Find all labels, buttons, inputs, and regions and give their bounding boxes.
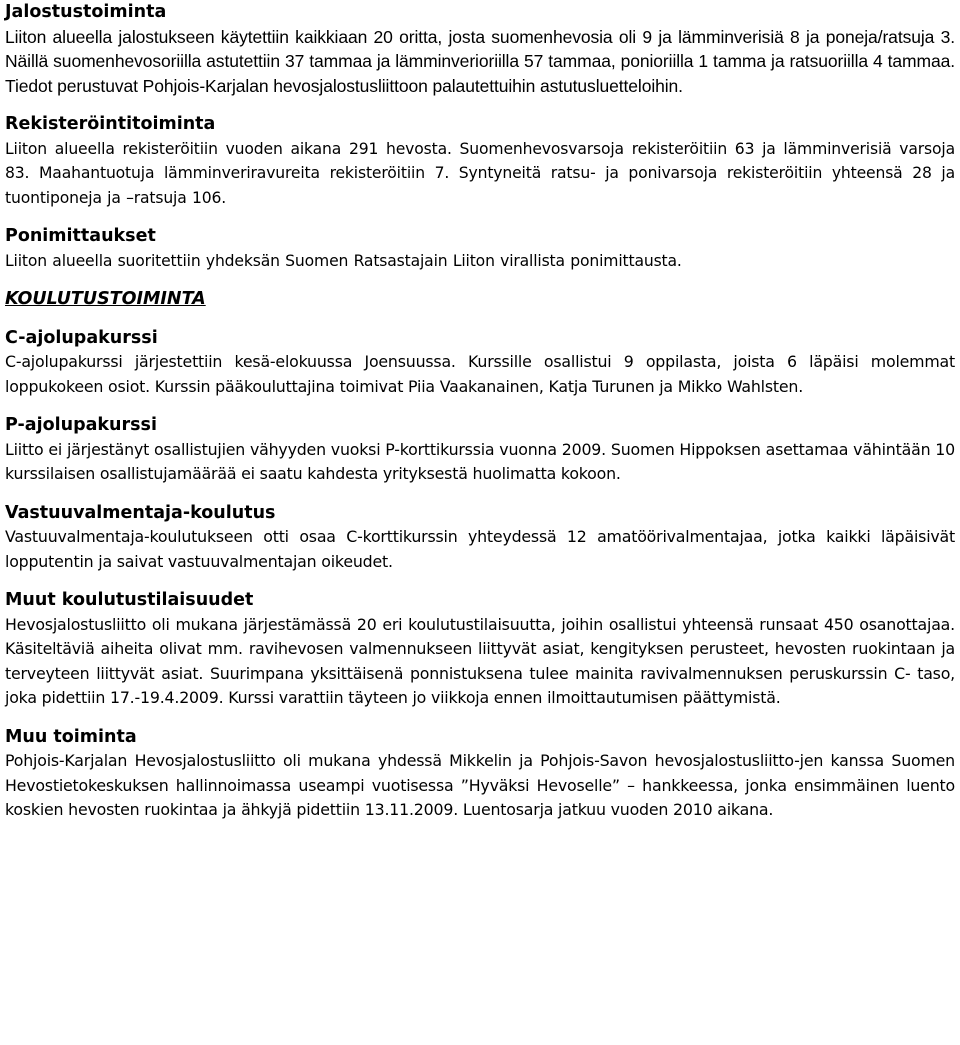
section-jalostustoiminta <box>5 0 955 98</box>
section-paragraph: Pohjois-Karjalan Hevosjalostusliitto oli mukana yhdessä Mikkelin ja Pohjois-Savon hevosjalostusliitto-jen kanssa Suomen Hevostietokeskuksen hallinnoimassa useampi vuotisessa ”Hyväksi Hevoselle” – hankkeessa, jonka ensimmäinen luento koskien hevosten ruokintaa ja ähkyjä pidettiin 13.11.2009. Luentosarja jatkuu vuoden 2010 aikana. <box>5 751 955 819</box>
section-vastuuvalmentaja-koulutus <box>5 501 955 575</box>
section-paragraph: Liiton alueella suoritettiin yhdeksän Suomen Ratsastajain Liiton virallista ponimittausta. <box>5 251 682 270</box>
section-paragraph: Liiton alueella jalostukseen käytettiin kaikkiaan 20 oritta, josta suomenhevosia oli 9 ja lämminverisiä 8 ja poneja/ratsuja 3. Näillä suomenhevosoriilla astutettiin 37 tammaa ja lämminverioriilla 57 tammaa, ponioriilla 1 tamma ja ratsuoriilla 4 tammaa. Tiedot perustuvat Pohjois-Karjalan hevosjalostusliittoon palautettuihin astutusluetteloihin. <box>5 26 955 96</box>
document-page <box>5 0 955 823</box>
section-heading: P-ajolupakurssi <box>5 415 157 435</box>
section-koulutustoiminta <box>5 287 955 312</box>
section-ponimittaukset <box>5 224 955 273</box>
chapter-heading: KOULUTUSTOIMINTA <box>5 289 206 309</box>
section-p-ajolupakurssi <box>5 413 955 487</box>
section-paragraph: C-ajolupakurssi järjestettiin kesä-elokuussa Joensuussa. Kurssille osallistui 9 oppilasta, joista 6 läpäisi molemmat loppukokeen osiot. Kurssin pääkouluttajina toimivat Piia Vaakanainen, Katja Turunen ja Mikko Wahlsten. <box>5 352 955 396</box>
section-heading: Rekisteröintitoiminta <box>5 114 216 134</box>
section-paragraph: Liiton alueella rekisteröitiin vuoden aikana 291 hevosta. Suomenhevosvarsoja rekisteröitiin 63 ja lämminverisiä varsoja 83. Maahantuotuja lämminveriravureita rekisteröitiin 7. Syntyneitä ratsu- ja ponivarsoja rekisteröitiin yhteensä 28 ja tuontiponeja ja –ratsuja 106. <box>5 139 955 207</box>
section-muut-koulutustilaisuudet <box>5 588 955 711</box>
section-paragraph: Liitto ei järjestänyt osallistujien vähyyden vuoksi P-korttikurssia vuonna 2009. Suomen Hippoksen asettamaa vähintään 10 kurssilaisen osallistujamäärää ei saatu kahdesta yrityksestä huolimatta kokoon. <box>5 439 955 483</box>
section-rekisterointitoiminta <box>5 112 955 210</box>
section-heading: Muut koulutustilaisuudet <box>5 590 254 610</box>
section-heading: Vastuuvalmentaja-koulutus <box>5 502 276 523</box>
section-paragraph: Vastuuvalmentaja-koulutukseen otti osaa C-korttikurssin yhteydessä 12 amatöörivalmentajaa, jotka kaikki läpäisivät lopputentin ja saivat vastuuvalmentajan oikeudet. <box>5 527 955 571</box>
section-heading: C-ajolupakurssi <box>5 327 158 348</box>
section-heading: Muu toiminta <box>5 726 137 747</box>
section-heading: Jalostustoiminta <box>5 2 167 22</box>
section-heading: Ponimittaukset <box>5 226 156 246</box>
section-muu-toiminta <box>5 725 955 823</box>
section-paragraph: Hevosjalostusliitto oli mukana järjestämässä 20 eri koulutustilaisuutta, joihin osallistui yhteensä runsaat 450 osanottajaa. Käsiteltäviä aiheita olivat mm. ravihevosen valmennukseen liittyvät asiat, kengityksen perusteet, hevosten ruokintaan ja terveyteen liittyvät asiat. Suurimpana yksittäisenä ponnistuksena tulee mainita ravivalmennuksen peruskurssin C- taso, joka pidettiin 17.-19.4.2009. Kurssi varattiin täyteen jo viikkoja ennen ilmoittautumisen päättymistä. <box>5 614 955 707</box>
section-c-ajolupakurssi <box>5 326 955 400</box>
